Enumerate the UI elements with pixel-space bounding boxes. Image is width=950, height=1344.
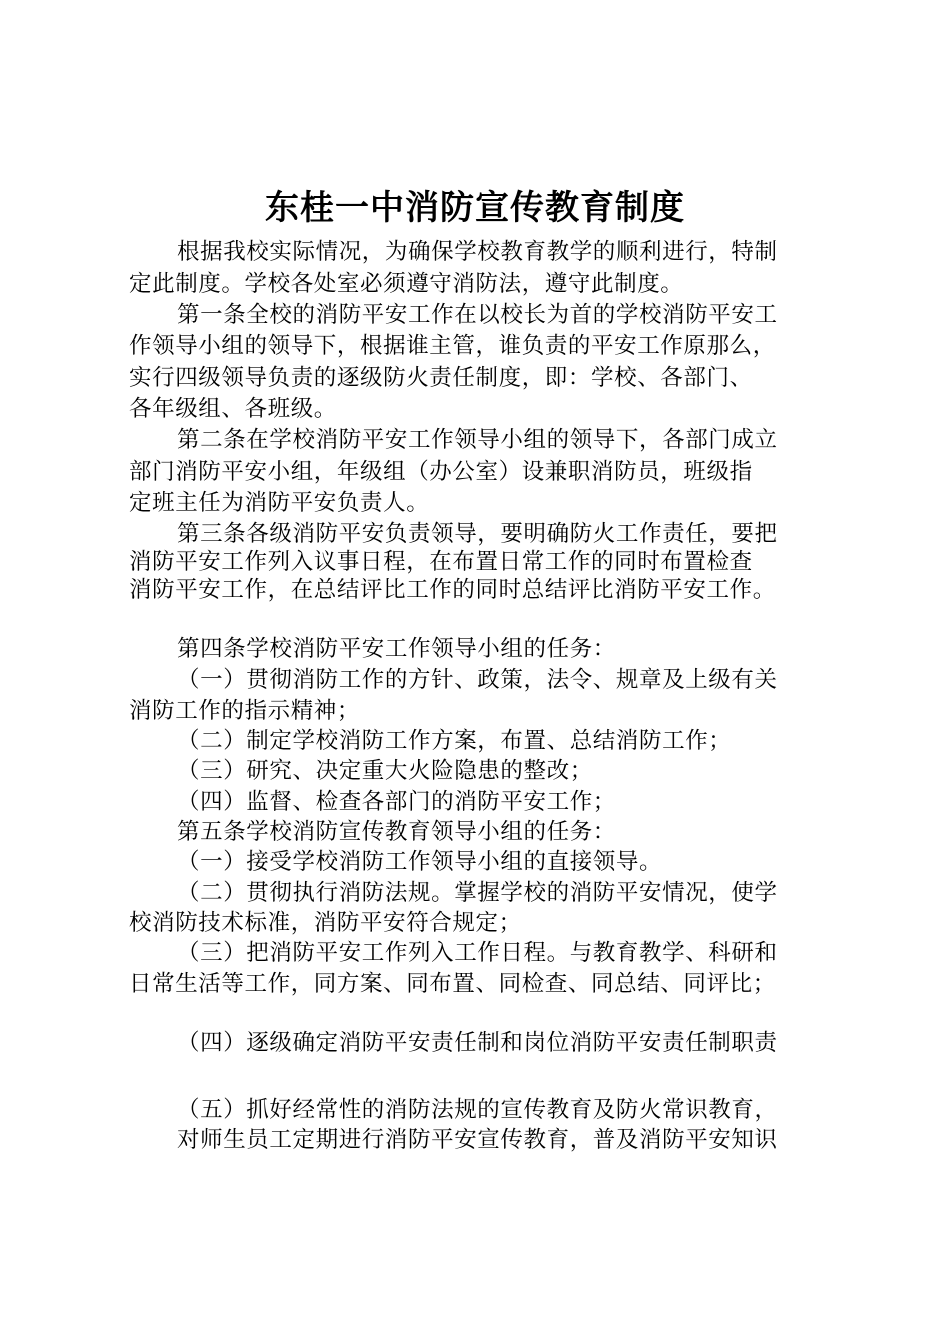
paragraph-line: 第三条各级消防平安负责领导，要明确防火工作责任，要把 <box>177 521 778 547</box>
paragraph-line: 消防平安工作列入议事日程，在布置日常工作的同时布置检查 <box>129 549 753 575</box>
paragraph-line: （四）逐级确定消防平安责任制和岗位消防平安责任制职责 <box>177 1030 778 1056</box>
paragraph-line: 第四条学校消防平安工作领导小组的任务： <box>177 636 616 662</box>
paragraph-line: （一）接受学校消防工作领导小组的直接领导。 <box>177 849 663 875</box>
paragraph-line: 第二条在学校消防平安工作领导小组的领导下，各部门成立 <box>177 427 778 453</box>
paragraph-line: 第一条全校的消防平安工作在以校长为首的学校消防平安工 <box>177 302 778 328</box>
paragraph-line: （四）监督、检查各部门的消防平安工作； <box>177 789 616 815</box>
paragraph-line: （三）把消防平安工作列入工作日程。与教育教学、科研和 <box>177 940 778 966</box>
paragraph-line: 定班主任为消防平安负责人。 <box>129 490 430 516</box>
paragraph-line: 实行四级领导负责的逐级防火责任制度，即：学校、各部门、 <box>129 365 753 391</box>
paragraph-line: 消防工作的指示精神； <box>129 698 361 724</box>
paragraph-line: （一）贯彻消防工作的方针、政策，法令、规章及上级有关 <box>177 667 778 693</box>
paragraph-line: （二）贯彻执行消防法规。掌握学校的消防平安情况，使学 <box>177 880 778 906</box>
document-title: 东桂一中消防宣传教育制度 <box>265 188 685 228</box>
paragraph-line: 定此制度。学校各处室必须遵守消防法，遵守此制度。 <box>129 271 684 297</box>
paragraph-line: 校消防技术标准，消防平安符合规定； <box>129 910 522 936</box>
paragraph-line: 根据我校实际情况，为确保学校教育教学的顺利进行，特制 <box>177 239 778 265</box>
paragraph-line: 各年级组、各班级。 <box>129 396 337 422</box>
paragraph-line: 对师生员工定期进行消防平安宣传教育，普及消防平安知识 <box>177 1127 778 1153</box>
paragraph-line: （五）抓好经常性的消防法规的宣传教育及防火常识教育， <box>177 1097 778 1123</box>
paragraph-line: 消防平安工作，在总结评比工作的同时总结评比消防平安工作。 <box>129 577 776 603</box>
paragraph-line: （三）研究、决定重大火险隐患的整改； <box>177 758 593 784</box>
paragraph-line: （二）制定学校消防工作方案，布置、总结消防工作； <box>177 728 732 754</box>
paragraph-line: 日常生活等工作，同方案、同布置、同检查、同总结、同评比； <box>129 971 776 997</box>
paragraph-line: 部门消防平安小组，年级组（办公室）设兼职消防员，班级指 <box>129 459 753 485</box>
paragraph-line: 第五条学校消防宣传教育领导小组的任务： <box>177 819 616 845</box>
paragraph-line: 作领导小组的领导下，根据谁主管，谁负责的平安工作原那么， <box>129 333 776 359</box>
